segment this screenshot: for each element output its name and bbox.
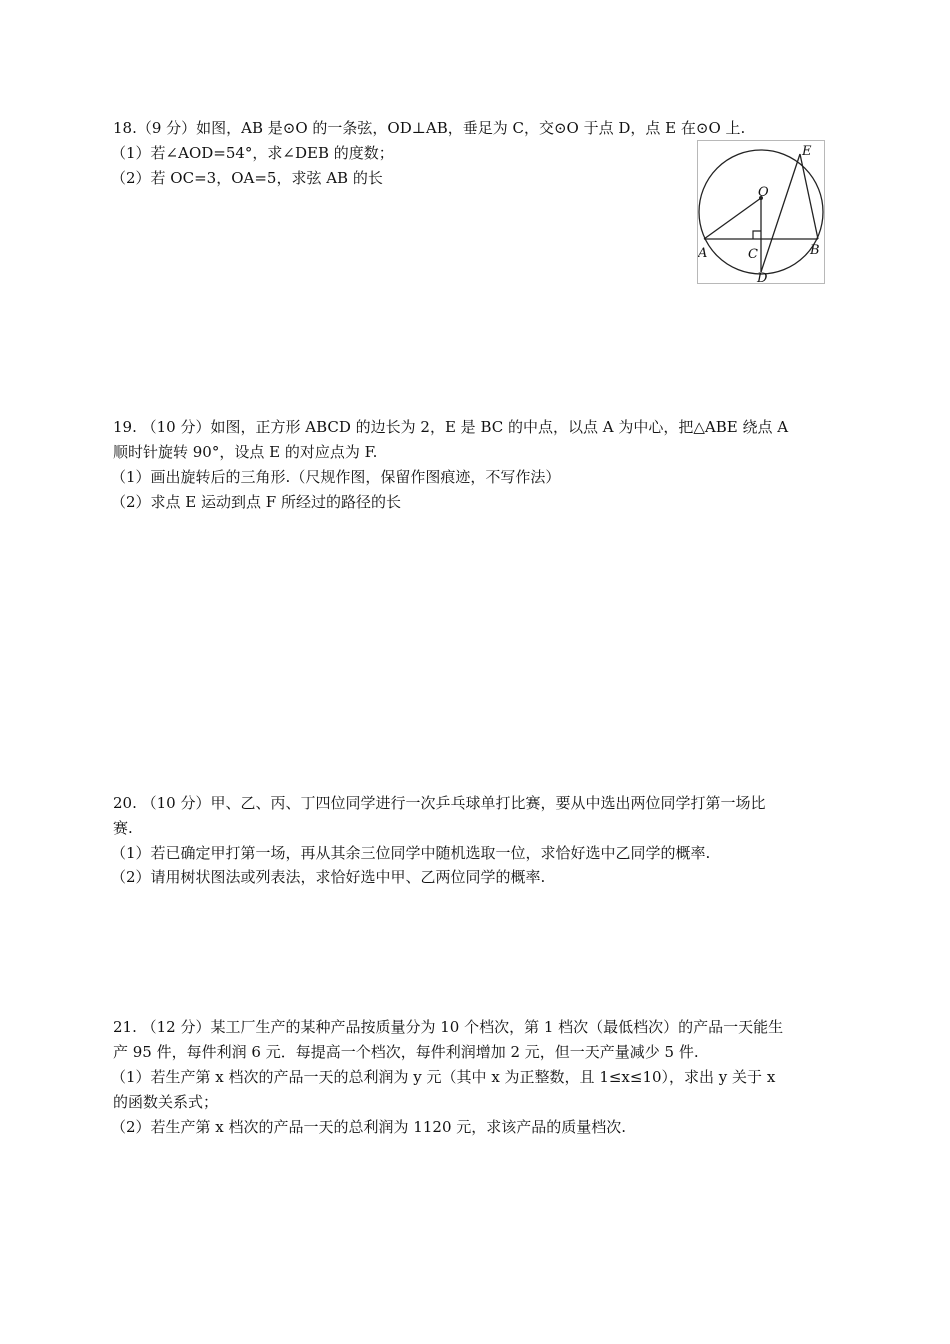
label-c: C bbox=[748, 247, 758, 262]
q21-line1: 21. （12 分）某工厂生产的某种产品按质量分为 10 个档次，第 1 档次（最低档次）的产品一天能生 bbox=[113, 1018, 784, 1036]
q19-line2: 顺时针旋转 90°，设点 E 的对应点为 F. bbox=[113, 443, 378, 461]
q18-part2: （2）若 OC=3，OA=5，求弦 AB 的长 bbox=[111, 169, 383, 187]
label-d: D bbox=[757, 271, 768, 283]
q18-stem: 18.（9 分）如图，AB 是⊙O 的一条弦，OD⊥AB，垂足为 C，交⊙O 于点 D，点 E 在⊙O 上. bbox=[113, 119, 746, 137]
q20-part2: （2）请用树状图法或列表法，求恰好选中甲、乙两位同学的概率. bbox=[111, 868, 546, 886]
label-a: A bbox=[698, 246, 708, 261]
q20-line2: 赛. bbox=[113, 819, 133, 837]
q19-part2: （2）求点 E 运动到点 F 所经过的路径的长 bbox=[111, 493, 401, 511]
q21-part1-line1: （1）若生产第 x 档次的产品一天的总利润为 y 元（其中 x 为正整数，且 1≤x≤10），求出 y 关于 x bbox=[111, 1068, 776, 1086]
q21-part2: （2）若生产第 x 档次的产品一天的总利润为 1120 元，求该产品的质量档次. bbox=[111, 1118, 627, 1136]
label-e: E bbox=[802, 144, 812, 159]
circle-diagram bbox=[698, 141, 824, 283]
segment-ed bbox=[761, 154, 800, 272]
label-b: B bbox=[810, 243, 820, 258]
label-o: O bbox=[758, 185, 769, 200]
segment-eb bbox=[800, 154, 818, 239]
q18-circle-figure bbox=[697, 140, 825, 284]
q21-part1-line2: 的函数关系式； bbox=[113, 1093, 219, 1111]
q19-part1: （1）画出旋转后的三角形.（尺规作图，保留作图痕迹，不写作法） bbox=[111, 468, 561, 486]
q19-line1: 19. （10 分）如图，正方形 ABCD 的边长为 2，E 是 BC 的中点，以点 A 为中心，把△ABE 绕点 A bbox=[113, 418, 789, 436]
q20-line1: 20. （10 分）甲、乙、丙、丁四位同学进行一次乒乓球单打比赛，要从中选出两位同学打第一场比 bbox=[113, 794, 766, 812]
right-angle-mark bbox=[753, 231, 761, 239]
q20-part1: （1）若已确定甲打第一场，再从其余三位同学中随机选取一位，求恰好选中乙同学的概率. bbox=[111, 844, 711, 862]
q21-line2: 产 95 件，每件利润 6 元．每提高一个档次，每件利润增加 2 元，但一天产量减少 5 件. bbox=[113, 1043, 699, 1061]
q18-part1: （1）若∠AOD=54°，求∠DEB 的度数； bbox=[111, 144, 394, 162]
